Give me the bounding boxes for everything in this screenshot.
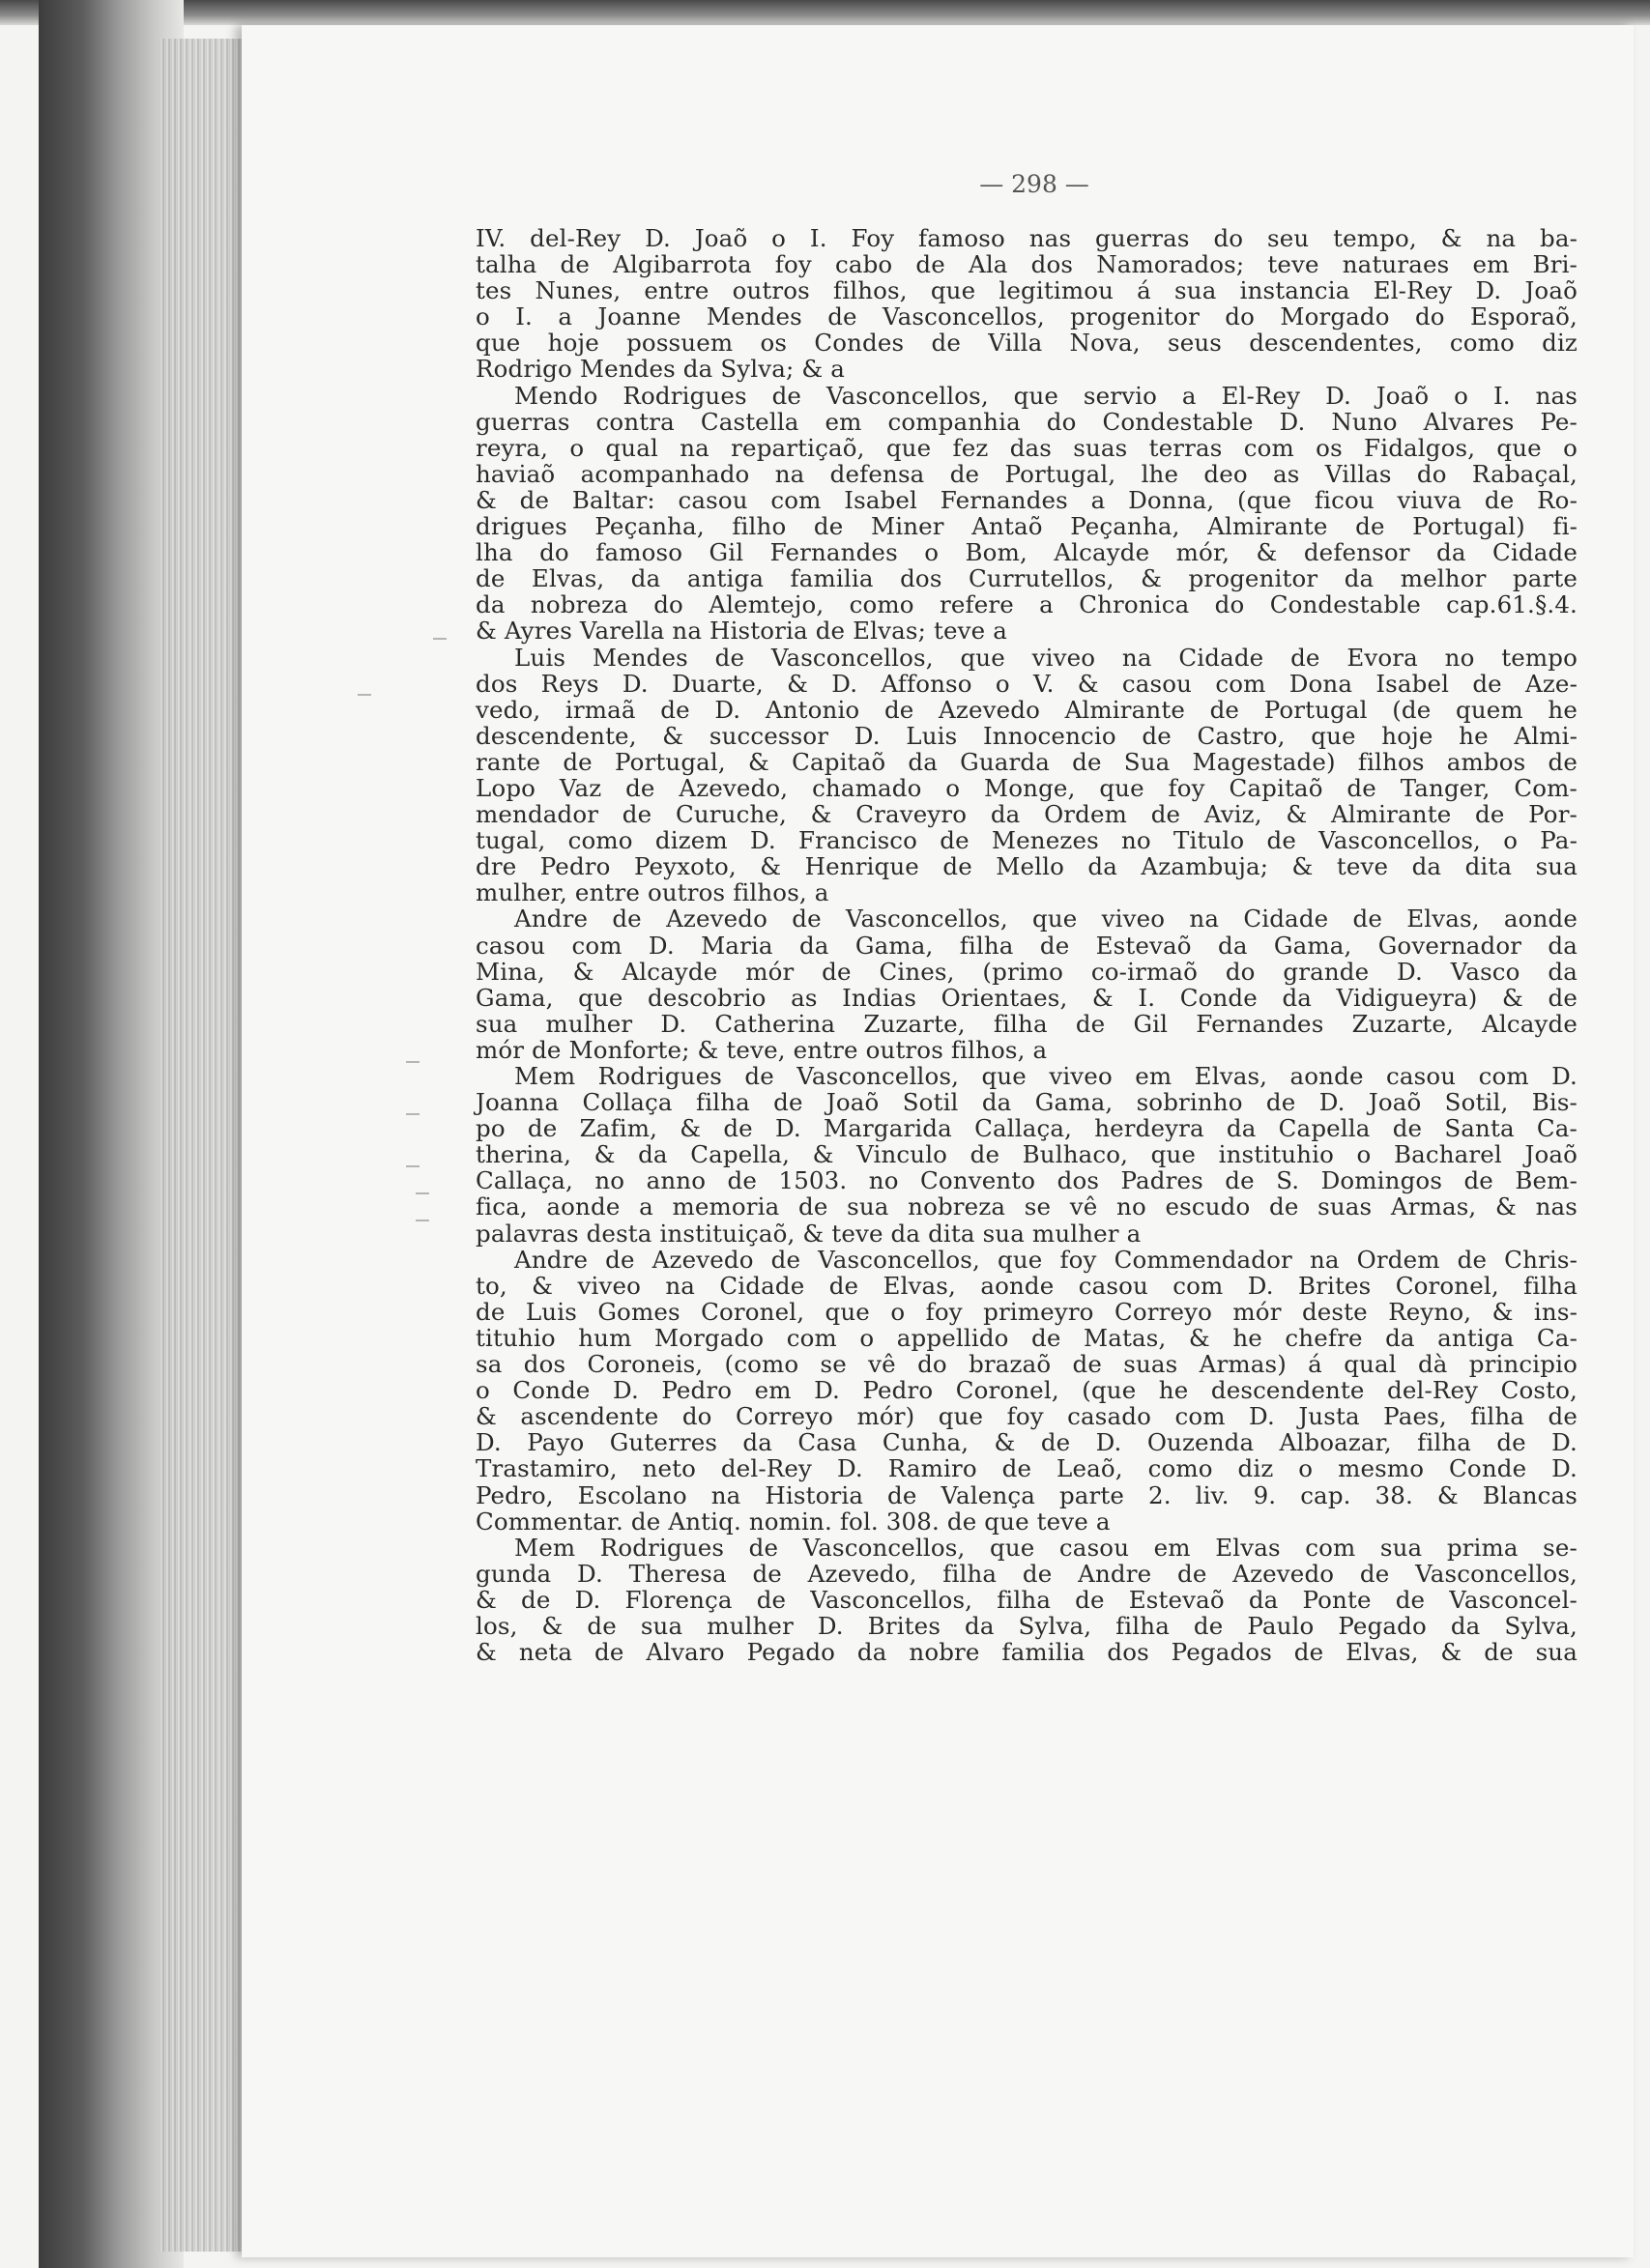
margin-mark (406, 1113, 420, 1115)
text-line: Andre de Azevedo de Vasconcellos, que foy Commendador na Ordem de Chris- (514, 1245, 1578, 1274)
text-line: Mendo Rodrigues de Vasconcellos, que servio a El-Rey D. Joaõ o I. nas (514, 381, 1578, 410)
text-line: o Conde D. Pedro em D. Pedro Coronel, (que he descendente del-Rey Costo, (476, 1376, 1578, 1405)
text-line: to, & viveo na Cidade de Elvas, aonde casou com D. Brites Coronel, filha (476, 1271, 1578, 1300)
text-line: talha de Algibarrota foy cabo de Ala dos Namorados; teve naturaes em Bri- (476, 250, 1578, 279)
text-line: guerras contra Castella em companhia do Condestable D. Nuno Alvares Pe- (476, 407, 1578, 436)
text-line: & de D. Florença de Vasconcellos, filha de Estevaõ da Ponte de Vasconcel- (476, 1585, 1578, 1614)
text-line: da nobreza do Alemtejo, como refere a Chronica do Condestable cap.61.§.4. (476, 590, 1578, 619)
margin-mark (416, 1192, 429, 1194)
text-line: casou com D. Maria da Gama, filha de Estevaõ da Gama, Governador da (476, 931, 1578, 960)
text-line: tes Nunes, entre outros filhos, que legitimou á sua instancia El-Rey D. Joaõ (476, 276, 1578, 305)
text-line: lha do famoso Gil Fernandes o Bom, Alcayde mór, & defensor da Cidade (476, 538, 1578, 567)
text-line: sa dos Coroneis, (como se vê do brazaõ de suas Armas) á qual dà principio (476, 1350, 1578, 1379)
text-line: Gama, que descobrio as Indias Orientaes, & I. Conde da Vidigueyra) & de (476, 983, 1578, 1012)
text-line: therina, & da Capella, & Vinculo de Bulhaco, que instituhio o Bacharel Joaõ (476, 1140, 1578, 1169)
text-line: sua mulher D. Catherina Zuzarte, filha de Gil Fernandes Zuzarte, Alcayde (476, 1009, 1578, 1038)
text-line: & Ayres Varella na Historia de Elvas; teve a (476, 617, 1007, 646)
page-edges (159, 39, 246, 2252)
text-line: D. Payo Guterres da Casa Cunha, & de D. Ouzenda Alboazar, filha de D. (476, 1428, 1578, 1457)
text-line: Rodrigo Mendes da Sylva; & a (476, 355, 845, 384)
text-line: mendador de Curuche, & Craveyro da Ordem de Aviz, & Almirante de Por- (476, 800, 1578, 829)
text-line: que hoje possuem os Condes de Villa Nova, seus descendentes, como diz (476, 329, 1578, 358)
text-line: dre Pedro Peyxoto, & Henrique de Mello da Azambuja; & teve da dita sua (476, 852, 1578, 881)
text-line: Pedro, Escolano na Historia de Valença parte 2. liv. 9. cap. 38. & Blancas (476, 1480, 1578, 1509)
body-text (476, 225, 1578, 1665)
scan-top-edge (0, 0, 1650, 25)
text-line: Commentar. de Antiq. nomin. fol. 308. de que teve a (476, 1507, 1111, 1536)
text-line: los, & de sua mulher D. Brites da Sylva, filha de Paulo Pegado da Sylva, (476, 1611, 1578, 1640)
text-line: gunda D. Theresa de Azevedo, filha de Andre de Azevedo de Vasconcellos, (476, 1559, 1578, 1588)
text-line: de Luis Gomes Coronel, que o foy primeyro Correyo mór deste Reyno, & ins- (476, 1297, 1578, 1326)
margin-mark (433, 638, 447, 640)
text-line: de Elvas, da antiga familia dos Currutellos, & progenitor da melhor parte (476, 564, 1578, 593)
text-line: Trastamiro, neto del-Rey D. Ramiro de Leaõ, como diz o mesmo Conde D. (476, 1454, 1578, 1483)
text-line: reyra, o qual na repartiçaõ, que fez das suas terras com os Fidalgos, que o (476, 433, 1578, 462)
text-line: Lopo Vaz de Azevedo, chamado o Monge, que foy Capitaõ de Tanger, Com- (476, 773, 1578, 802)
text-line: Joanna Collaça filha de Joaõ Sotil da Gama, sobrinho de D. Joaõ Sotil, Bis- (476, 1088, 1578, 1117)
text-line: haviaõ acompanhado na defensa de Portugal, lhe deo as Villas do Rabaçal, (476, 459, 1578, 488)
text-line: rante de Portugal, & Capitaõ da Guarda de Sua Magestade) filhos ambos de (476, 747, 1578, 776)
margin-mark (358, 694, 371, 696)
text-line: o I. a Joanne Mendes de Vasconcellos, progenitor do Morgado do Esporaõ, (476, 302, 1578, 331)
text-line: descendente, & successor D. Luis Innocencio de Castro, que hoje he Almi- (476, 721, 1578, 750)
text-line: po de Zafim, & de D. Margarida Callaça, herdeyra da Capella de Santa Ca- (476, 1114, 1578, 1143)
page-number: — 298 — (979, 170, 1089, 198)
text-line: Luis Mendes de Vasconcellos, que viveo na Cidade de Evora no tempo (514, 643, 1578, 672)
text-line: IV. del-Rey D. Joaõ o I. Foy famoso nas guerras do seu tempo, & na ba- (476, 224, 1578, 252)
text-line: Mem Rodrigues de Vasconcellos, que casou em Elvas com sua prima se- (514, 1533, 1578, 1562)
text-line: vedo, irmaã de D. Antonio de Azevedo Almirante de Portugal (de quem he (476, 695, 1578, 724)
text-line: mór de Monforte; & teve, entre outros filhos, a (476, 1035, 1048, 1064)
text-line: Andre de Azevedo de Vasconcellos, que viveo na Cidade de Elvas, aonde (514, 904, 1578, 933)
text-line: & de Baltar: casou com Isabel Fernandes a Donna, (que ficou viuva de Ro- (476, 485, 1578, 514)
text-line: Callaça, no anno de 1503. no Convento dos Padres de S. Domingos de Bem- (476, 1166, 1578, 1195)
text-line: fica, aonde a memoria de sua nobreza se vê no escudo de suas Armas, & nas (476, 1192, 1578, 1221)
text-line: & neta de Alvaro Pegado da nobre familia dos Pegados de Elvas, & de sua (476, 1638, 1578, 1667)
text-line: tituhio hum Morgado com o appellido de Matas, & he chefre da antiga Ca- (476, 1323, 1578, 1352)
text-line: Mem Rodrigues de Vasconcellos, que viveo em Elvas, aonde casou com D. (514, 1062, 1578, 1090)
margin-mark (416, 1220, 429, 1221)
margin-mark (406, 1061, 420, 1063)
text-line: dos Reys D. Duarte, & D. Affonso o V. & casou com Dona Isabel de Aze- (476, 669, 1578, 698)
text-line: palavras desta instituiçaõ, & teve da dita sua mulher a (476, 1219, 1142, 1248)
text-line: & ascendente do Correyo mór) que foy casado com D. Justa Paes, filha de (476, 1402, 1578, 1431)
text-line: drigues Peçanha, filho de Miner Antaõ Peçanha, Almirante de Portugal) fi- (476, 512, 1578, 541)
margin-mark (406, 1165, 420, 1167)
text-line: Mina, & Alcayde mór de Cines, (primo co-irmaõ do grande D. Vasco da (476, 957, 1578, 986)
text-line: mulher, entre outros filhos, a (476, 878, 829, 907)
text-line: tugal, como dizem D. Francisco de Menezes no Titulo de Vasconcellos, o Pa- (476, 826, 1578, 855)
